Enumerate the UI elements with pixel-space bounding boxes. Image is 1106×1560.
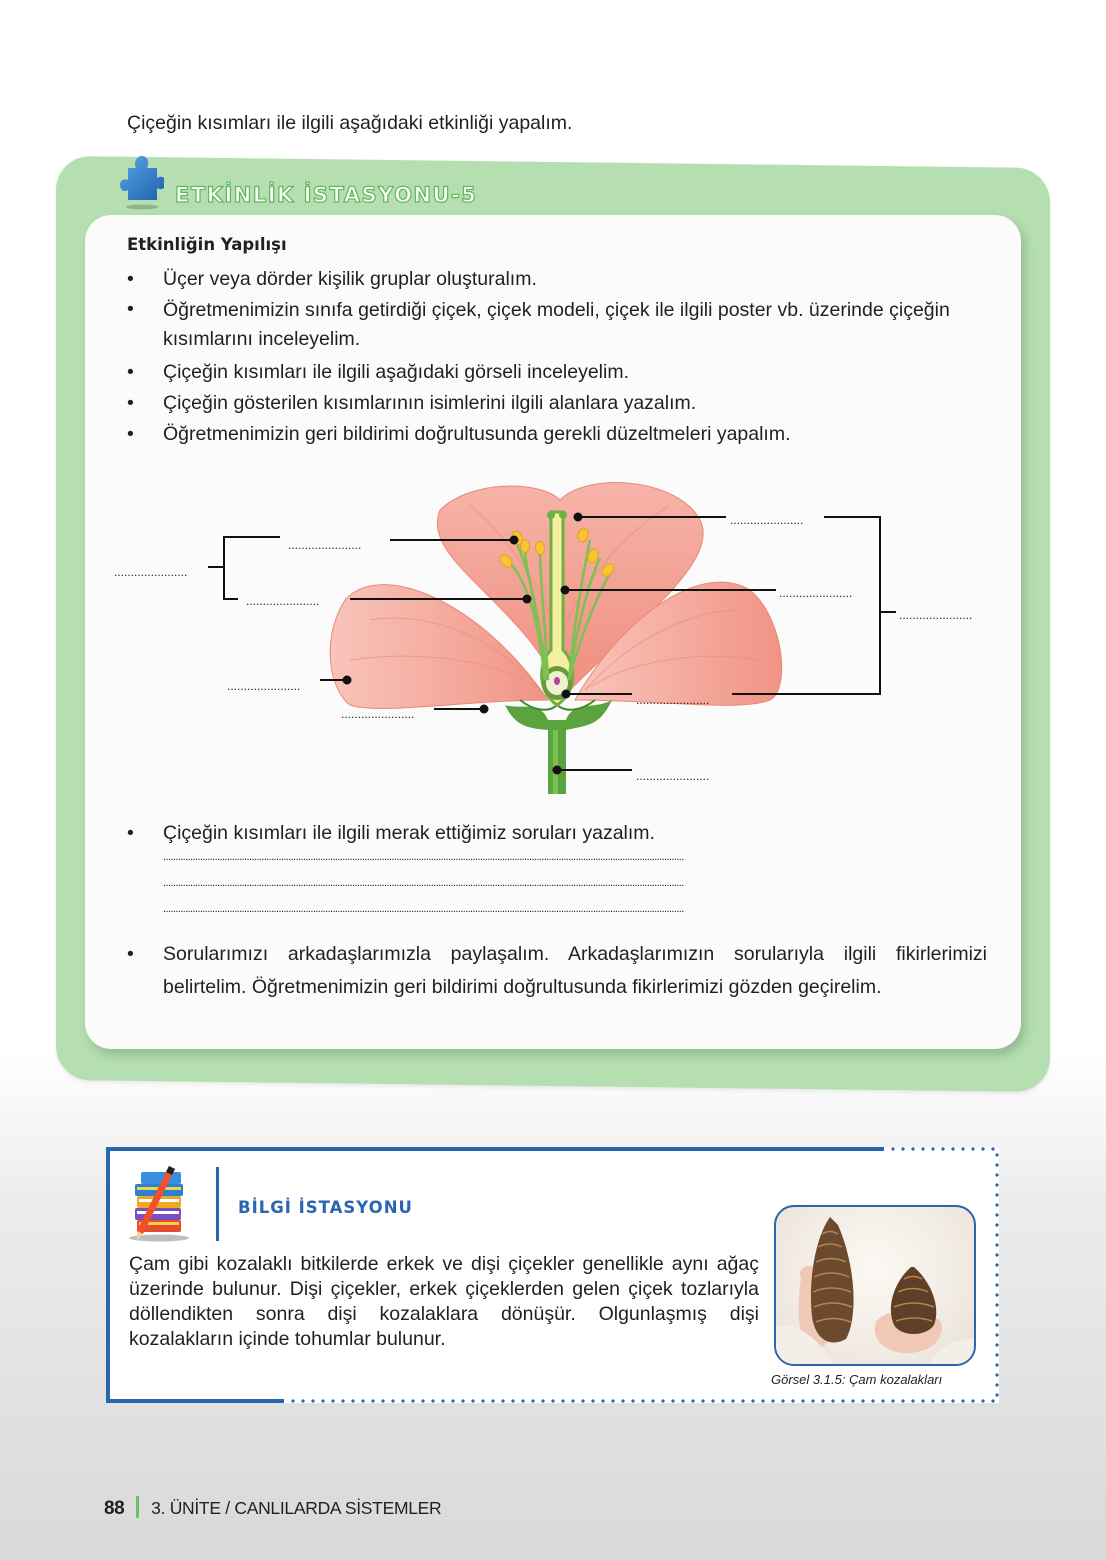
label-blank-stem[interactable]: ......................: [636, 769, 710, 783]
steps-list: [127, 264, 997, 450]
pine-cones-photo: [774, 1205, 976, 1366]
info-border: [106, 1147, 884, 1151]
photo-caption: Görsel 3.1.5: Çam kozalakları: [771, 1372, 943, 1387]
question-step: • Çiçeğin kısımları ile ilgili merak ettiğimiz soruları yazalım.: [127, 818, 997, 849]
label-blank-ovary[interactable]: ......................: [636, 693, 710, 707]
label-blank-style[interactable]: ......................: [779, 586, 853, 600]
step-item: • Çiçeğin gösterilen kısımlarının isimlerini ilgili alanlara yazalım.: [127, 388, 997, 419]
activity-title: ETKİNLİK İSTASYONU-5: [175, 183, 478, 207]
step-item: • Çiçeğin kısımları ile ilgili aşağıdaki görseli inceleyelim.: [127, 357, 997, 388]
answer-line[interactable]: ....................................................................................................................................................................................................................: [163, 903, 684, 915]
flower-diagram: [100, 480, 1000, 800]
answer-line[interactable]: ....................................................................................................................................................................................................................: [163, 851, 684, 863]
info-border: [106, 1399, 284, 1403]
howto-heading: Etkinliğin Yapılışı: [127, 235, 287, 254]
footer-divider: [136, 1496, 139, 1518]
label-blank-pistil[interactable]: ......................: [899, 608, 973, 622]
flower-illustration: [100, 480, 1000, 800]
share-section: [127, 938, 987, 1004]
step-item: • Öğretmenimizin sınıfa getirdiği çiçek, çiçek modeli, çiçek ile ilgili poster vb. üzerinde çiçeğin kısımlarını inceleyelim.: [127, 295, 997, 357]
info-border-dotted: [995, 1150, 999, 1402]
step-item: • Öğretmenimizin geri bildirimi doğrultusunda gerekli düzeltmeleri yapalım.: [127, 419, 997, 450]
step-item: • Üçer veya dörder kişilik gruplar oluşturalım.: [127, 264, 997, 295]
unit-title: 3. ÜNİTE / CANLILARDA SİSTEMLER: [151, 1498, 442, 1518]
label-blank-sepal[interactable]: ......................: [341, 707, 415, 721]
info-divider: [216, 1167, 219, 1241]
page-footer: [104, 1496, 441, 1520]
info-border-dotted: [888, 1147, 998, 1151]
info-text: Çam gibi kozalaklı bitkilerde erkek ve dişi çiçekler genellikle aynı ağaç üzerinde bulunur. Dişi çiçekler, erkek çiçeklerden gelen çiçek tozlarıyla döllendikten sonra dişi kozalaklara dönüşür. Olgunlaşmış dişi kozalakların içinde tohumlar bulunur.: [129, 1253, 759, 1350]
info-border: [106, 1148, 110, 1403]
label-blank-flower-part[interactable]: ......................: [114, 565, 188, 579]
share-step: • Sorularımızı arkadaşlarımızla paylaşalım. Arkadaşlarımızın sorularıyla ilgili fikirlerimizi belirtelim. Öğretmenimizin geri bildirimi doğrultusunda fikirlerimizi gözden geçirelim.: [127, 938, 987, 1004]
intro-text: Çiçeğin kısımları ile ilgili aşağıdaki etkinliği yapalım.: [127, 112, 573, 134]
label-blank-filament[interactable]: ......................: [246, 594, 320, 608]
pine-cone-image: [776, 1207, 976, 1366]
answer-line[interactable]: ....................................................................................................................................................................................................................: [163, 877, 684, 889]
info-title: BİLGİ İSTASYONU: [238, 1198, 413, 1217]
questions-section: [127, 818, 997, 929]
puzzle-piece-icon: [120, 154, 164, 210]
label-blank-petal[interactable]: ......................: [227, 679, 301, 693]
label-blank-stigma[interactable]: ......................: [730, 513, 804, 527]
label-blank-anther[interactable]: ......................: [288, 538, 362, 552]
page-number: 88: [104, 1498, 125, 1519]
books-pencil-icon: [125, 1160, 193, 1242]
info-border-dotted: [288, 1399, 998, 1403]
